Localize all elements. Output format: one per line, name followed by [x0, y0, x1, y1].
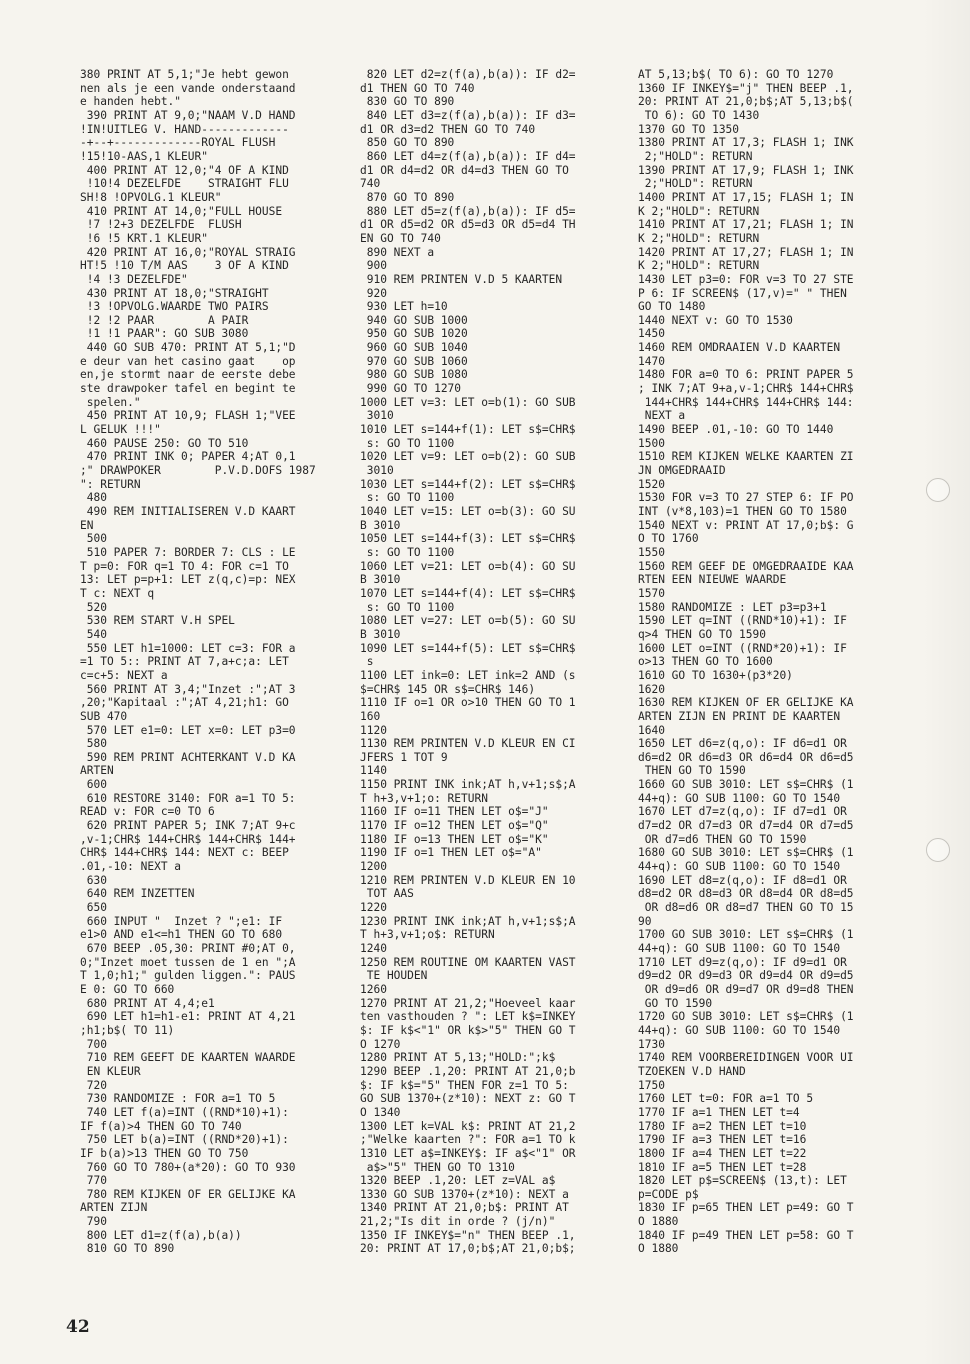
listing-column-right: AT 5,13;b$( TO 6): GO TO 1270 1360 IF INKEY$="j" THEN BEEP .1, 20: PRINT AT 21,0;b$;AT 5,13;b$( TO 6): GO TO 1430 1370 GO TO 1350 1380 PRINT AT 17,3; FLASH 1; INK 2;"HOLD": RETURN 1390 PRINT AT 17,9; FLASH 1; INK 2;"HOLD": RETURN 1400 PRINT AT 17,15; FLASH 1; IN K 2;"HOLD": RETURN 1410 PRINT AT 17,21; FLASH 1; IN K 2;"HOLD": RETURN 1420 PRINT AT 17,27; FLASH 1; IN K 2;"HOLD": RETURN 1430 LET p3=0: FOR v=3 TO 27 STE P 6: IF SCREEN$ (17,v)=" " THEN GO TO 1480 1440 NEXT v: GO TO 1530 1450 1460 REM OMDRAAIEN V.D KAARTEN 1470 1480 FOR a=0 TO 6: PRINT PAPER 5 ; INK 7;AT 9+a,v-1;CHR$ 144+CHR$ 144+CHR$ 144+CHR$ 144+CHR$ 144: NEXT a 1490 BEEP .01,-10: GO TO 1440 1500 1510 REM KIJKEN WELKE KAARTEN ZI JN OMGEDRAAID 1520 1530 FOR v=3 TO 27 STEP 6: IF PO INT (v*8,103)=1 THEN GO TO 1580 1540 NEXT v: PRINT AT 17,0;b$: G O TO 1760 1550 1560 REM GEEF DE OMGEDRAAIDE KAA RTEN EEN NIEUWE WAARDE 1570 1580 RANDOMIZE : LET p3=p3+1 1590 LET q=INT ((RND*10)+1): IF q>4 THEN GO TO 1590 1600 LET o=INT ((RND*20)+1): IF o>13 THEN GO TO 1600 1610 GO TO 1630+(p3*20) 1620 1630 REM KIJKEN OF ER GELIJKE KA ARTEN ZIJN EN PRINT DE KAARTEN 1640 1650 LET d6=z(q,o): IF d6=d1 OR d6=d2 OR d6=d3 OR d6=d4 OR d6=d5 THEN GO TO 1590 1660 GO SUB 3010: LET s$=CHR$ (1 44+q): GO SUB 1100: GO TO 1540 1670 LET d7=z(q,o): IF d7=d1 OR d7=d2 OR d7=d3 OR d7=d4 OR d7=d5 OR d7=d6 THEN GO TO 1590 1680 GO SUB 3010: LET s$=CHR$ (1 44+q): GO SUB 1100: GO TO 1540 1690 LET d8=z(q,o): IF d8=d1 OR d8=d2 OR d8=d3 OR d8=d4 OR d8=d5 OR d8=d6 OR d8=d7 THEN GO TO 15 90 1700 GO SUB 3010: LET s$=CHR$ (1 44+q): GO SUB 1100: GO TO 1540 1710 LET d9=z(q,o): IF d9=d1 OR d9=d2 OR d9=d3 OR d9=d4 OR d9=d5 OR d9=d6 OR d9=d7 OR d9=d8 THEN GO TO 1590 1720 GO SUB 3010: LET s$=CHR$ (1 44+q): GO SUB 1100: GO TO 1540 1730 1740 REM VOORBEREIDINGEN VOOR UI TZOEKEN V.D HAND 1750 1760 LET t=0: FOR a=1 TO 5 1770 IF a=1 THEN LET t=4 1780 IF a=2 THEN LET t=10 1790 IF a=3 THEN LET t=16 1800 IF a=4 THEN LET t=22 1810 IF a=5 THEN LET t=28 1820 LET p$=SCREEN$ (13,t): LET p=CODE p$ 1830 IF p=65 THEN LET p=49: GO T O 1880 1840 IF p=49 THEN LET p=58: GO T O 1880	[638, 68, 854, 1256]
listing-column-middle: 820 LET d2=z(f(a),b(a)): IF d2= d1 THEN GO TO 740 830 GO TO 890 840 LET d3=z(f(a),b(a)): IF d3= d1 OR d3=d2 THEN GO TO 740 850 GO TO 890 860 LET d4=z(f(a),b(a)): IF d4= d1 OR d4=d2 OR d4=d3 THEN GO TO 740 870 GO TO 890 880 LET d5=z(f(a),b(a)): IF d5= d1 OR d5=d2 OR d5=d3 OR d5=d4 TH EN GO TO 740 890 NEXT a 900 910 REM PRINTEN V.D 5 KAARTEN 920 930 LET h=10 940 GO SUB 1000 950 GO SUB 1020 960 GO SUB 1040 970 GO SUB 1060 980 GO SUB 1080 990 GO TO 1270 1000 LET v=3: LET o=b(1): GO SUB 3010 1010 LET s=144+f(1): LET s$=CHR$ s: GO TO 1100 1020 LET v=9: LET o=b(2): GO SUB 3010 1030 LET s=144+f(2): LET s$=CHR$ s: GO TO 1100 1040 LET v=15: LET o=b(3): GO SU B 3010 1050 LET s=144+f(3): LET s$=CHR$ s: GO TO 1100 1060 LET v=21: LET o=b(4): GO SU B 3010 1070 LET s=144+f(4): LET s$=CHR$ s: GO TO 1100 1080 LET v=27: LET o=b(5): GO SU B 3010 1090 LET s=144+f(5): LET s$=CHR$ s 1100 LET ink=0: LET ink=2 AND (s $=CHR$ 145 OR s$=CHR$ 146) 1110 IF o=1 OR o>10 THEN GO TO 1 160 1120 1130 REM PRINTEN V.D KLEUR EN CI JFERS 1 TOT 9 1140 1150 PRINT INK ink;AT h,v+1;s$;A T h+3,v+1;o: RETURN 1160 IF o=11 THEN LET o$="J" 1170 IF o=12 THEN LET o$="Q" 1180 IF o=13 THEN LET o$="K" 1190 IF o=1 THEN LET o$="A" 1200 1210 REM PRINTEN V.D KLEUR EN 10 TOT AAS 1220 1230 PRINT INK ink;AT h,v+1;s$;A T h+3,v+1;o$: RETURN 1240 1250 REM ROUTINE OM KAARTEN VAST TE HOUDEN 1260 1270 PRINT AT 21,2;"Hoeveel kaar ten vasthouden ? ": LET k$=INKEY $: IF k$<"1" OR k$>"5" THEN GO T O 1270 1280 PRINT AT 5,13;"HOLD:";k$ 1290 BEEP .1,20: PRINT AT 21,0;b $: IF k$="5" THEN FOR z=1 TO 5: GO SUB 1370+(z*10): NEXT z: GO T O 1340 1300 LET k=VAL k$: PRINT AT 21,2 ;"Welke kaarten ?": FOR a=1 TO k 1310 LET a$=INKEY$: IF a$<"1" OR a$>"5" THEN GO TO 1310 1320 BEEP .1,20: LET z=VAL a$ 1330 GO SUB 1370+(z*10): NEXT a 1340 PRINT AT 21,0;b$: PRINT AT 21,2;"Is dit in orde ? (j/n)" 1350 IF INKEY$="n" THEN BEEP .1, 20: PRINT AT 17,0;b$;AT 21,0;b$;	[360, 68, 576, 1256]
page-number: 42	[66, 1317, 90, 1337]
page-edge-shadow	[922, 0, 970, 1364]
listing-column-left: 380 PRINT AT 5,1;"Je hebt gewon nen als je een vande onderstaand e handen hebt." 390 PRINT AT 9,0;"NAAM V.D HAND !IN!UITLEG V. HAND------------- -+--+-------------ROYAL FLUSH !15!10-AAS,1 KLEUR" 400 PRINT AT 12,0;"4 OF A KIND !10!4 DEZELFDE STRAIGHT FLU SH!8 !OPVOLG.1 KLEUR" 410 PRINT AT 14,0;"FULL HOUSE !7 !2+3 DEZELFDE FLUSH !6 !5 KRT.1 KLEUR" 420 PRINT AT 16,0;"ROYAL STRAIG HT!5 !10 T/M AAS 3 OF A KIND !4 !3 DEZELFDE" 430 PRINT AT 18,0;"STRAIGHT !3 !OPVOLG.WAARDE TWO PAIRS !2 !2 PAAR A PAIR !1 !1 PAAR": GO SUB 3080 440 GO SUB 470: PRINT AT 5,1;"D e deur van het casino gaat op en,je stormt naar de eerste debe ste drawpoker tafel en begint te spelen." 450 PRINT AT 10,9; FLASH 1;"VEE L GELUK !!!" 460 PAUSE 250: GO TO 510 470 PRINT INK 0; PAPER 4;AT 0,1 ;" DRAWPOKER P.V.D.DOFS 1987 ": RETURN 480 490 REM INITIALISEREN V.D KAART EN 500 510 PAPER 7: BORDER 7: CLS : LE T p=0: FOR q=1 TO 4: FOR c=1 TO 13: LET p=p+1: LET z(q,c)=p: NEX T c: NEXT q 520 530 REM START V.H SPEL 540 550 LET h1=1000: LET c=3: FOR a =1 TO 5:: PRINT AT 7,a+c;a: LET c=c+5: NEXT a 560 PRINT AT 3,4;"Inzet :";AT 3 ,20;"Kapitaal :";AT 4,21;h1: GO SUB 470 570 LET e1=0: LET x=0: LET p3=0 580 590 REM PRINT ACHTERKANT V.D KA ARTEN 600 610 RESTORE 3140: FOR a=1 TO 5: READ v: FOR c=0 TO 6 620 PRINT PAPER 5; INK 7;AT 9+c ,v-1;CHR$ 144+CHR$ 144+CHR$ 144+ CHR$ 144+CHR$ 144: NEXT c: BEEP .01,-10: NEXT a 630 640 REM INZETTEN 650 660 INPUT " Inzet ? ";e1: IF e1>0 AND e1<=h1 THEN GO TO 680 670 BEEP .05,30: PRINT #0;AT 0, 0;"Inzet moet tussen de 1 en ";A T 1,0;h1;" gulden liggen.": PAUS E 0: GO TO 660 680 PRINT AT 4,4;e1 690 LET h1=h1-e1: PRINT AT 4,21 ;h1;b$( TO 11) 700 710 REM GEEFT DE KAARTEN WAARDE EN KLEUR 720 730 RANDOMIZE : FOR a=1 TO 5 740 LET f(a)=INT ((RND*10)+1): IF f(a)>4 THEN GO TO 740 750 LET b(a)=INT ((RND*20)+1): IF b(a)>13 THEN GO TO 750 760 GO TO 780+(a*20): GO TO 930 770 780 REM KIJKEN OF ER GELIJKE KA ARTEN ZIJN 790 800 LET d1=z(f(a),b(a)) 810 GO TO 890	[80, 68, 316, 1256]
